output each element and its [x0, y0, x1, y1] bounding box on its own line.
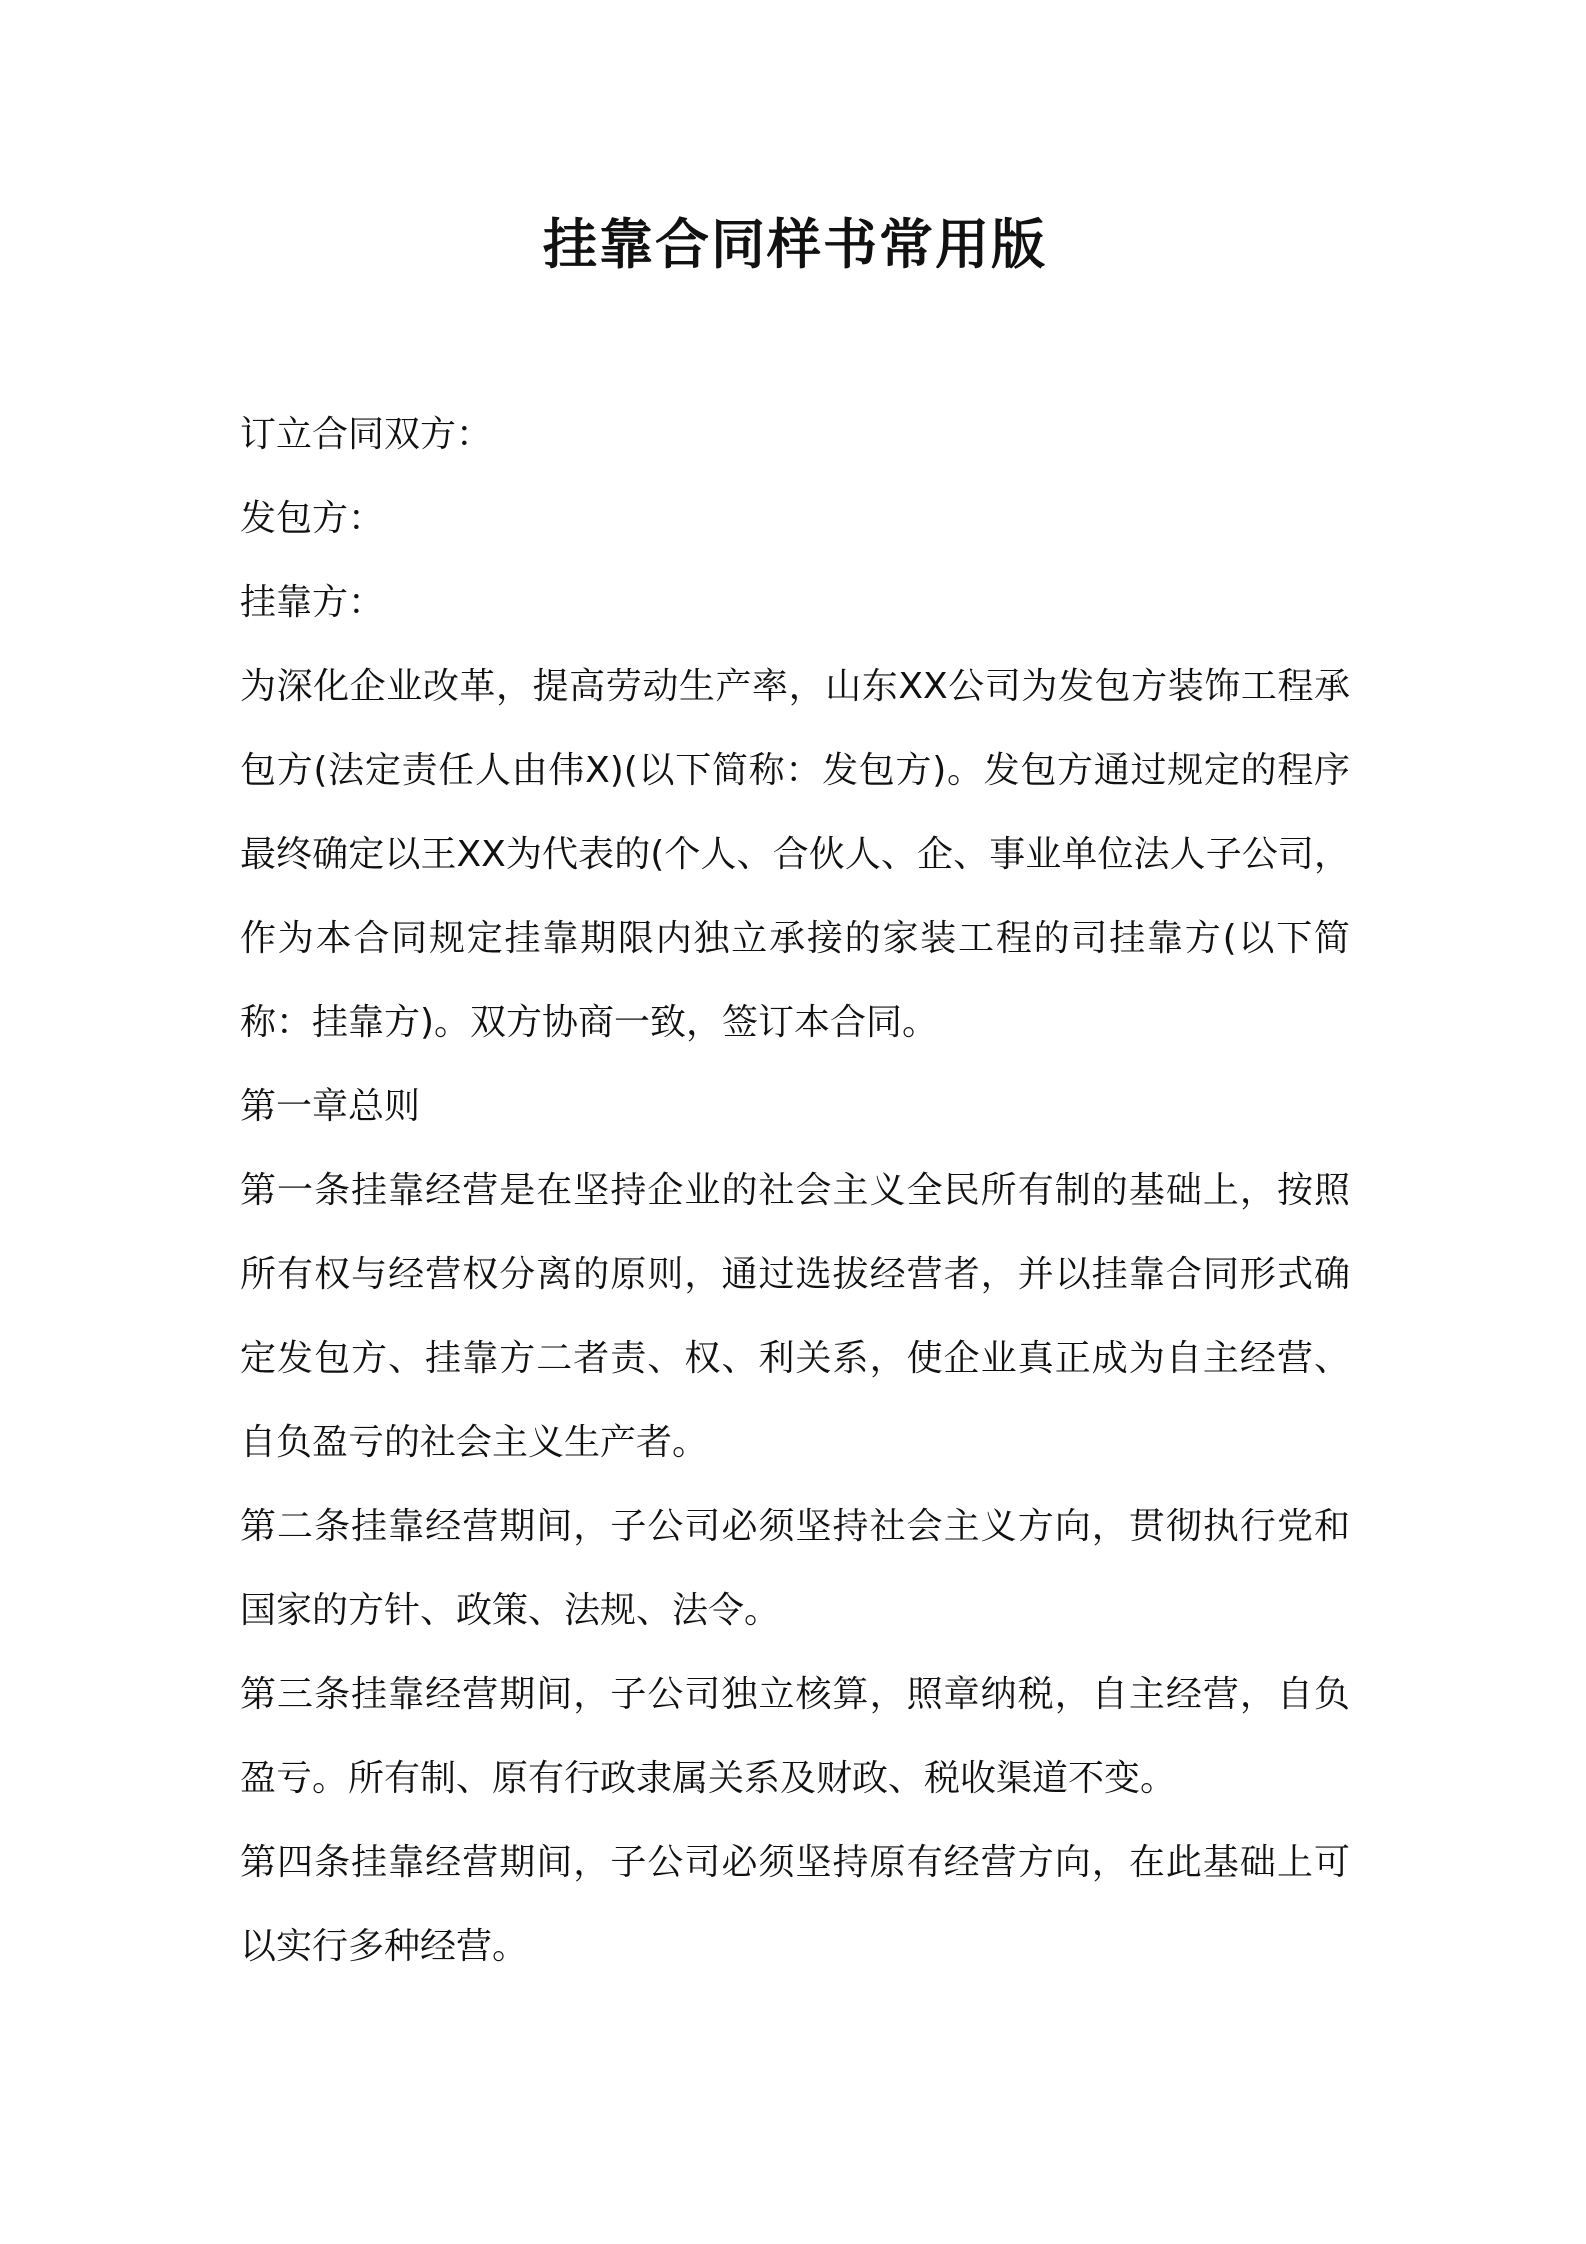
paragraph-preamble: 为深化企业改革，提高劳动生产率，山东XX公司为发包方装饰工程承包方(法定责任人由伟X)(以下简称：发包方)。发包方通过规定的程序最终确定以王XX为代表的(个人、合伙人、企、事业单位法人子公司，作为本合同规定挂靠期限内独立承接的家装工程的司挂靠方(以下简称：挂靠方)。双方协商一致，签订本合同。 — [240, 666, 1350, 1043]
article-1: 第一条挂靠经营是在坚持企业的社会主义全民所有制的基础上，按照所有权与经营权分离的原则，通过选拔经营者，并以挂靠合同形式确定发包方、挂靠方二者责、权、利关系，使企业真正成为自主经营、自负盈亏的社会主义生产者。 — [240, 1170, 1350, 1463]
paragraph-affiliate: 挂靠方： — [240, 582, 385, 623]
paragraph-parties: 订立合同双方： — [240, 414, 493, 455]
chapter-heading: 第一章总则 — [240, 1086, 421, 1127]
article-4: 第四条挂靠经营期间，子公司必须坚持原有经营方向，在此基础上可以实行多种经营。 — [240, 1842, 1350, 1967]
document-title: 挂靠合同样书常用版 — [543, 213, 1047, 276]
article-2: 第二条挂靠经营期间，子公司必须坚持社会主义方向，贯彻执行党和国家的方针、政策、法规、法令。 — [240, 1506, 1350, 1631]
paragraph-employer: 发包方： — [240, 498, 385, 539]
document-body — [240, 393, 1350, 1989]
article-3: 第三条挂靠经营期间，子公司独立核算，照章纳税，自主经营，自负盈亏。所有制、原有行政隶属关系及财政、税收渠道不变。 — [240, 1674, 1350, 1799]
